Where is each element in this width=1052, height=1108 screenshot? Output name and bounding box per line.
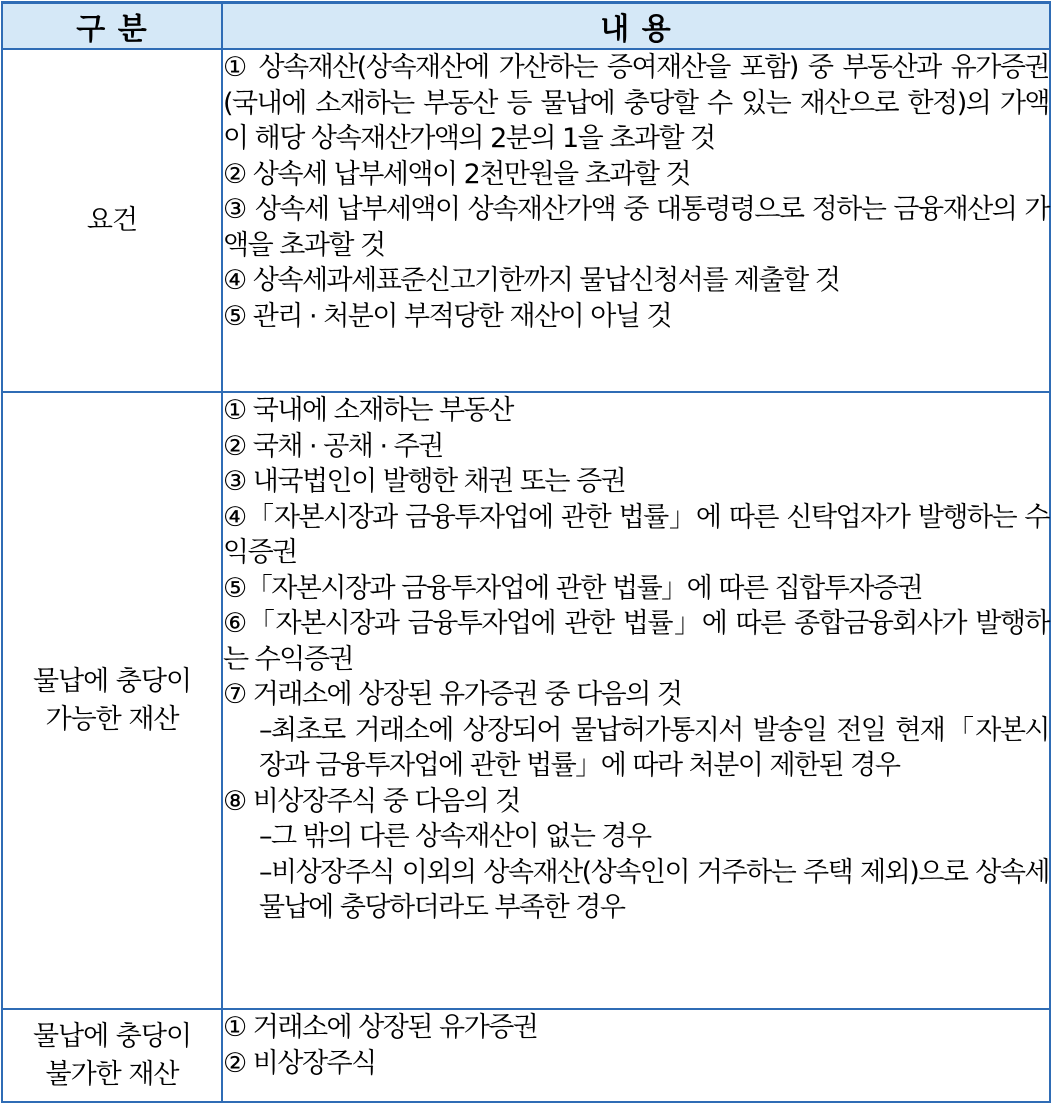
table-row-requirements <box>2 49 1050 392</box>
list-item: ⑥「자본시장과 금융투자업에 관한 법률」에 따른 종합금융회사가 발행하는 수익증권 <box>223 608 1049 675</box>
list-item: ② 비상장주식 <box>223 1047 376 1079</box>
category-label: 물납에 충당이 <box>32 1020 192 1052</box>
header-category: 구 분 <box>2 3 222 50</box>
list-item: ④ 상속세과세표준신고기한까지 물납신청서를 제출할 것 <box>223 265 840 296</box>
list-item: ④「자본시장과 금융투자업에 관한 법률」에 따른 신탁업자가 발행하는 수익증권 <box>223 501 1049 568</box>
sub-list-item: –그 밖의 다른 상속재산이 없는 경우 <box>259 821 651 852</box>
category-label: 가능한 재산 <box>45 703 179 735</box>
content-cell <box>222 392 1050 1009</box>
category-label: 불가한 재산 <box>45 1058 179 1090</box>
category-cell <box>2 49 222 392</box>
category-cell <box>2 392 222 1009</box>
list-item: ② 상속세 납부세액이 2천만원을 초과할 것 <box>223 158 691 190</box>
list-item: ⑦ 거래소에 상장된 유가증권 중 다음의 것 <box>223 679 682 710</box>
category-label: 물납에 충당이 <box>32 665 192 697</box>
list-item: ⑤「자본시장과 금융투자업에 관한 법률」에 따른 집합투자증권 <box>223 572 923 604</box>
list-item: ③ 상속세 납부세액이 상속재산가액 중 대통령령으로 정하는 금융재산의 가액을 초과할 것 <box>223 194 1049 261</box>
table-row-ineligible-assets <box>2 1009 1050 1102</box>
sub-list-item: –비상장주식 이외의 상속재산(상속인이 거주하는 주택 제외)으로 상속세 물납에 충당하더라도 부족한 경우 <box>259 856 1049 923</box>
content-cell <box>222 1009 1050 1102</box>
list-item: ① 거래소에 상장된 유가증권 <box>223 1012 538 1043</box>
category-cell <box>2 1009 222 1102</box>
list-item: ③ 내국법인이 발행한 채권 또는 증권 <box>223 466 626 497</box>
content-cell <box>222 49 1050 392</box>
list-item: ⑧ 비상장주식 중 다음의 것 <box>223 785 520 817</box>
list-item: ② 국채 · 공채 · 주권 <box>223 430 443 462</box>
list-item: ① 국내에 소재하는 부동산 <box>223 395 513 426</box>
header-content: 내 용 <box>222 3 1050 50</box>
sub-list-item: –최초로 거래소에 상장되어 물납허가통지서 발송일 전일 현재「자본시장과 금융투자업에 관한 법률」에 따라 처분이 제한된 경우 <box>259 714 1049 781</box>
property-payment-table <box>1 1 1051 1103</box>
table-row-eligible-assets <box>2 392 1050 1009</box>
table-header-row <box>2 3 1050 50</box>
list-item: ⑤ 관리 · 처분이 부적당한 재산이 아닐 것 <box>223 300 672 332</box>
category-label: 요건 <box>86 204 138 236</box>
list-item: ① 상속재산(상속재산에 가산하는 증여재산을 포함) 중 부동산과 유가증권(국내에 소재하는 부동산 등 물납에 충당할 수 있는 재산으로 한정)의 가액이 해당 상속재산가액의 2분의 1을 초과할 것 <box>223 52 1049 154</box>
